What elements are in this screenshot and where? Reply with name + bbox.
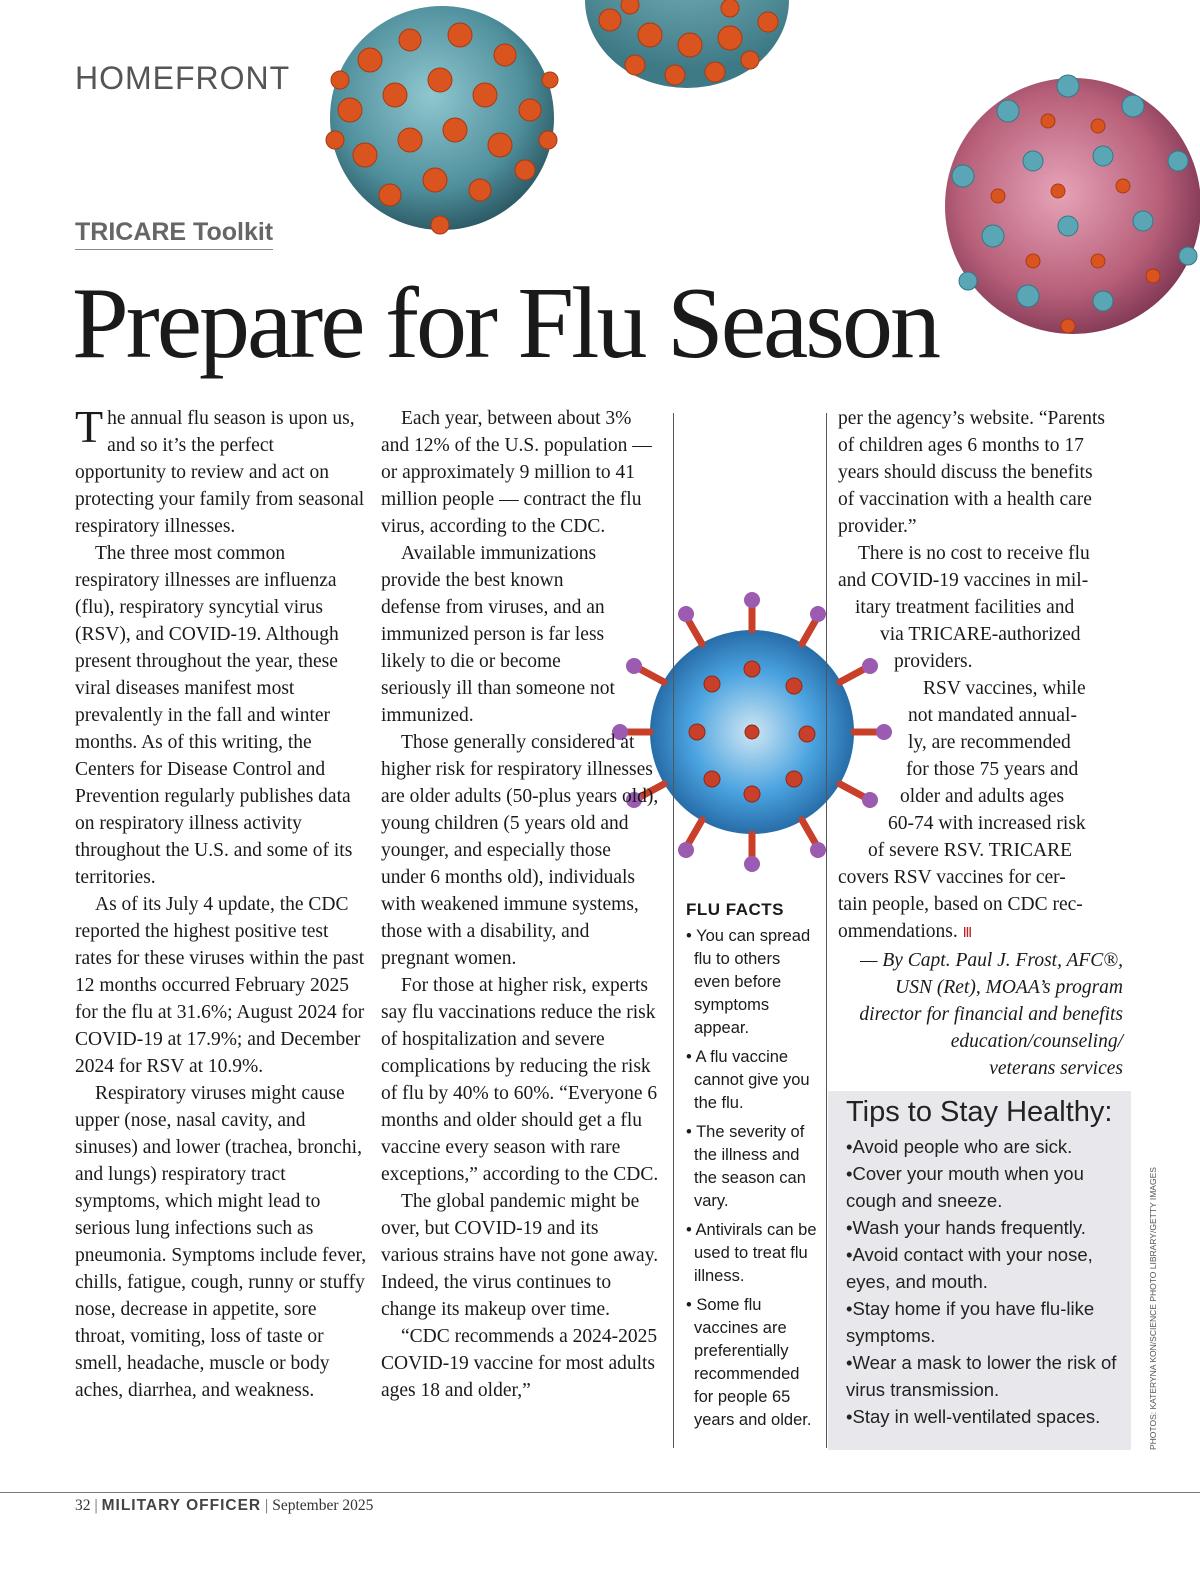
section-label: HOMEFRONT	[75, 60, 291, 96]
list-item: •Stay home if you have flu-like symptoms.	[846, 1298, 1095, 1346]
article-column-1	[75, 401, 367, 1404]
article-column-2	[381, 405, 659, 1404]
article-paragraph: RSV vaccines, while not mandated annual- ly, are recommended for those 75 years and older and adults ages 60-74 with increased risk of severe RSV. TRICARE covers RSV vaccines for cer- tain people, based on CDC rec- ommendations. Ⅲ	[838, 678, 1086, 942]
article-paragraph: The global pandemic might be over, but COVID-19 and its various strains have not gone away. Indeed, the virus continues to change its makeup over time.	[381, 1191, 659, 1320]
tips-box	[828, 1091, 1131, 1450]
virus-illustration-top-right	[938, 66, 1200, 346]
list-item: •Avoid contact with your nose, eyes, and mouth.	[846, 1244, 1093, 1292]
article-paragraph: Available immunizations provide the best known defense from viruses, and an immunized person is far less likely to die or become seriously ill than someone not immunized.	[381, 543, 615, 726]
virus-illustration-top-center	[580, 0, 795, 95]
list-item: • You can spread flu to others even before symptoms appear.	[686, 927, 811, 1037]
photo-credit: PHOTOS: KATERYNA KON/SCIENCE PHOTO LIBRARY/GETTY IMAGES	[1148, 1167, 1158, 1450]
article-paragraph: The annual flu season is upon us, and so it’s the perfect opportunity to review and act on protecting your family from seasonal respiratory illnesses.	[75, 401, 365, 537]
list-item: •Avoid people who are sick.	[846, 1136, 1073, 1157]
kicker: TRICARE Toolkit	[75, 218, 273, 250]
article-paragraph: per the agency’s website. “Parents of children ages 6 months to 17 years should discuss the benefits of vaccination with a health care provider.”	[838, 408, 1105, 537]
article-paragraph: The three most common respiratory illnesses are influenza (flu), respiratory syncytial virus (RSV), and COVID-19. Although present throughout the year, these viral diseases manifest most prevalently in the fall and winter months. As of this writing, the Centers for Disease Control and Prevention regularly publishes data on respiratory illness activity throughout the U.S. and some of its territories.	[75, 543, 353, 888]
article-paragraph: Respiratory viruses might cause upper (nose, nasal cavity, and sinuses) and lower (trachea, bronchi, and lungs) respiratory tract symptoms, which might lead to serious lung infections such as pneumonia. Symptoms include fever, chills, fatigue, cough, runny or stuffy nose, decrease in appetite, sore throat, vomiting, loss of taste or smell, headache, muscle or body aches, diarrhea, and weakness.	[75, 1083, 367, 1401]
tips-list	[846, 1133, 1119, 1430]
flu-facts-sidebar	[686, 898, 818, 1438]
list-item: •Cover your mouth when you cough and sneeze.	[846, 1163, 1084, 1211]
list-item: •Wash your hands frequently.	[846, 1217, 1086, 1238]
article-paragraph: As of its July 4 update, the CDC reported the highest positive test rates for these viruses within the past 12 months occurred February 2025 for the flu at 31.6%; August 2024 for COVID-19 at 17.9%; and December 2024 for RSV at 10.9%.	[75, 894, 365, 1077]
issue-date: September 2025	[272, 1497, 374, 1514]
article-paragraph: For those at higher risk, experts say flu vaccinations reduce the risk of hospitalization and severe complications by reducing the risk of flu by 40% to 60%. “Everyone 6 months and older should get a flu vaccine every season with rare exceptions,” according to the CDC.	[381, 975, 659, 1185]
list-item: •Wear a mask to lower the risk of virus transmission.	[846, 1352, 1117, 1400]
list-item: •Stay in well-ventilated spaces.	[846, 1406, 1101, 1427]
footer-divider	[0, 1492, 1200, 1493]
end-mark: Ⅲ	[962, 926, 973, 941]
page-footer: 32 | MILITARY OFFICER | September 2025	[75, 1497, 374, 1514]
article-paragraph: Those generally considered at higher risk for respiratory illnesses are older adults (50-plus years old), young children (5 years old and younger, and especially those under 6 months old), individuals with weakened immune systems, those with a disability, and pregnant women.	[381, 732, 659, 969]
list-item: • Some flu vaccines are preferentially recommended for people 65 years and older.	[686, 1296, 812, 1429]
article-paragraph: There is no cost to receive flu and COVID-19 vaccines in mil- itary treatment facilities and via TRICARE-authorized providers.	[838, 543, 1090, 672]
drop-cap: T	[75, 401, 104, 452]
byline: — By Capt. Paul J. Frost, AFC®, USN (Ret), MOAA’s program director for financial and benefits education/counseling/ veterans services	[859, 950, 1123, 1079]
flu-facts-list	[686, 925, 818, 1432]
tips-title: Tips to Stay Healthy:	[846, 1096, 1113, 1128]
article-paragraph: Each year, between about 3% and 12% of the U.S. population — or approximately 9 million to 41 million people — contract the flu virus, according to the CDC.	[381, 408, 652, 537]
virus-illustration-top-left	[310, 0, 580, 240]
column-divider-right	[826, 413, 827, 1448]
article-column-4	[838, 405, 1123, 1082]
list-item: • A flu vaccine cannot give you the flu.	[686, 1048, 810, 1112]
list-item: • The severity of the illness and the season can vary.	[686, 1123, 806, 1210]
list-item: • Antivirals can be used to treat flu illness.	[686, 1221, 817, 1285]
article-paragraph: “CDC recommends a 2024-2025 COVID-19 vaccine for most adults ages 18 and older,”	[381, 1326, 658, 1401]
page-number: 32	[75, 1497, 91, 1514]
flu-facts-title: FLU FACTS	[686, 900, 784, 919]
column-divider-left	[673, 413, 674, 1448]
publication-name: MILITARY OFFICER	[101, 1497, 262, 1514]
page-title: Prepare for Flu Season	[72, 267, 938, 380]
